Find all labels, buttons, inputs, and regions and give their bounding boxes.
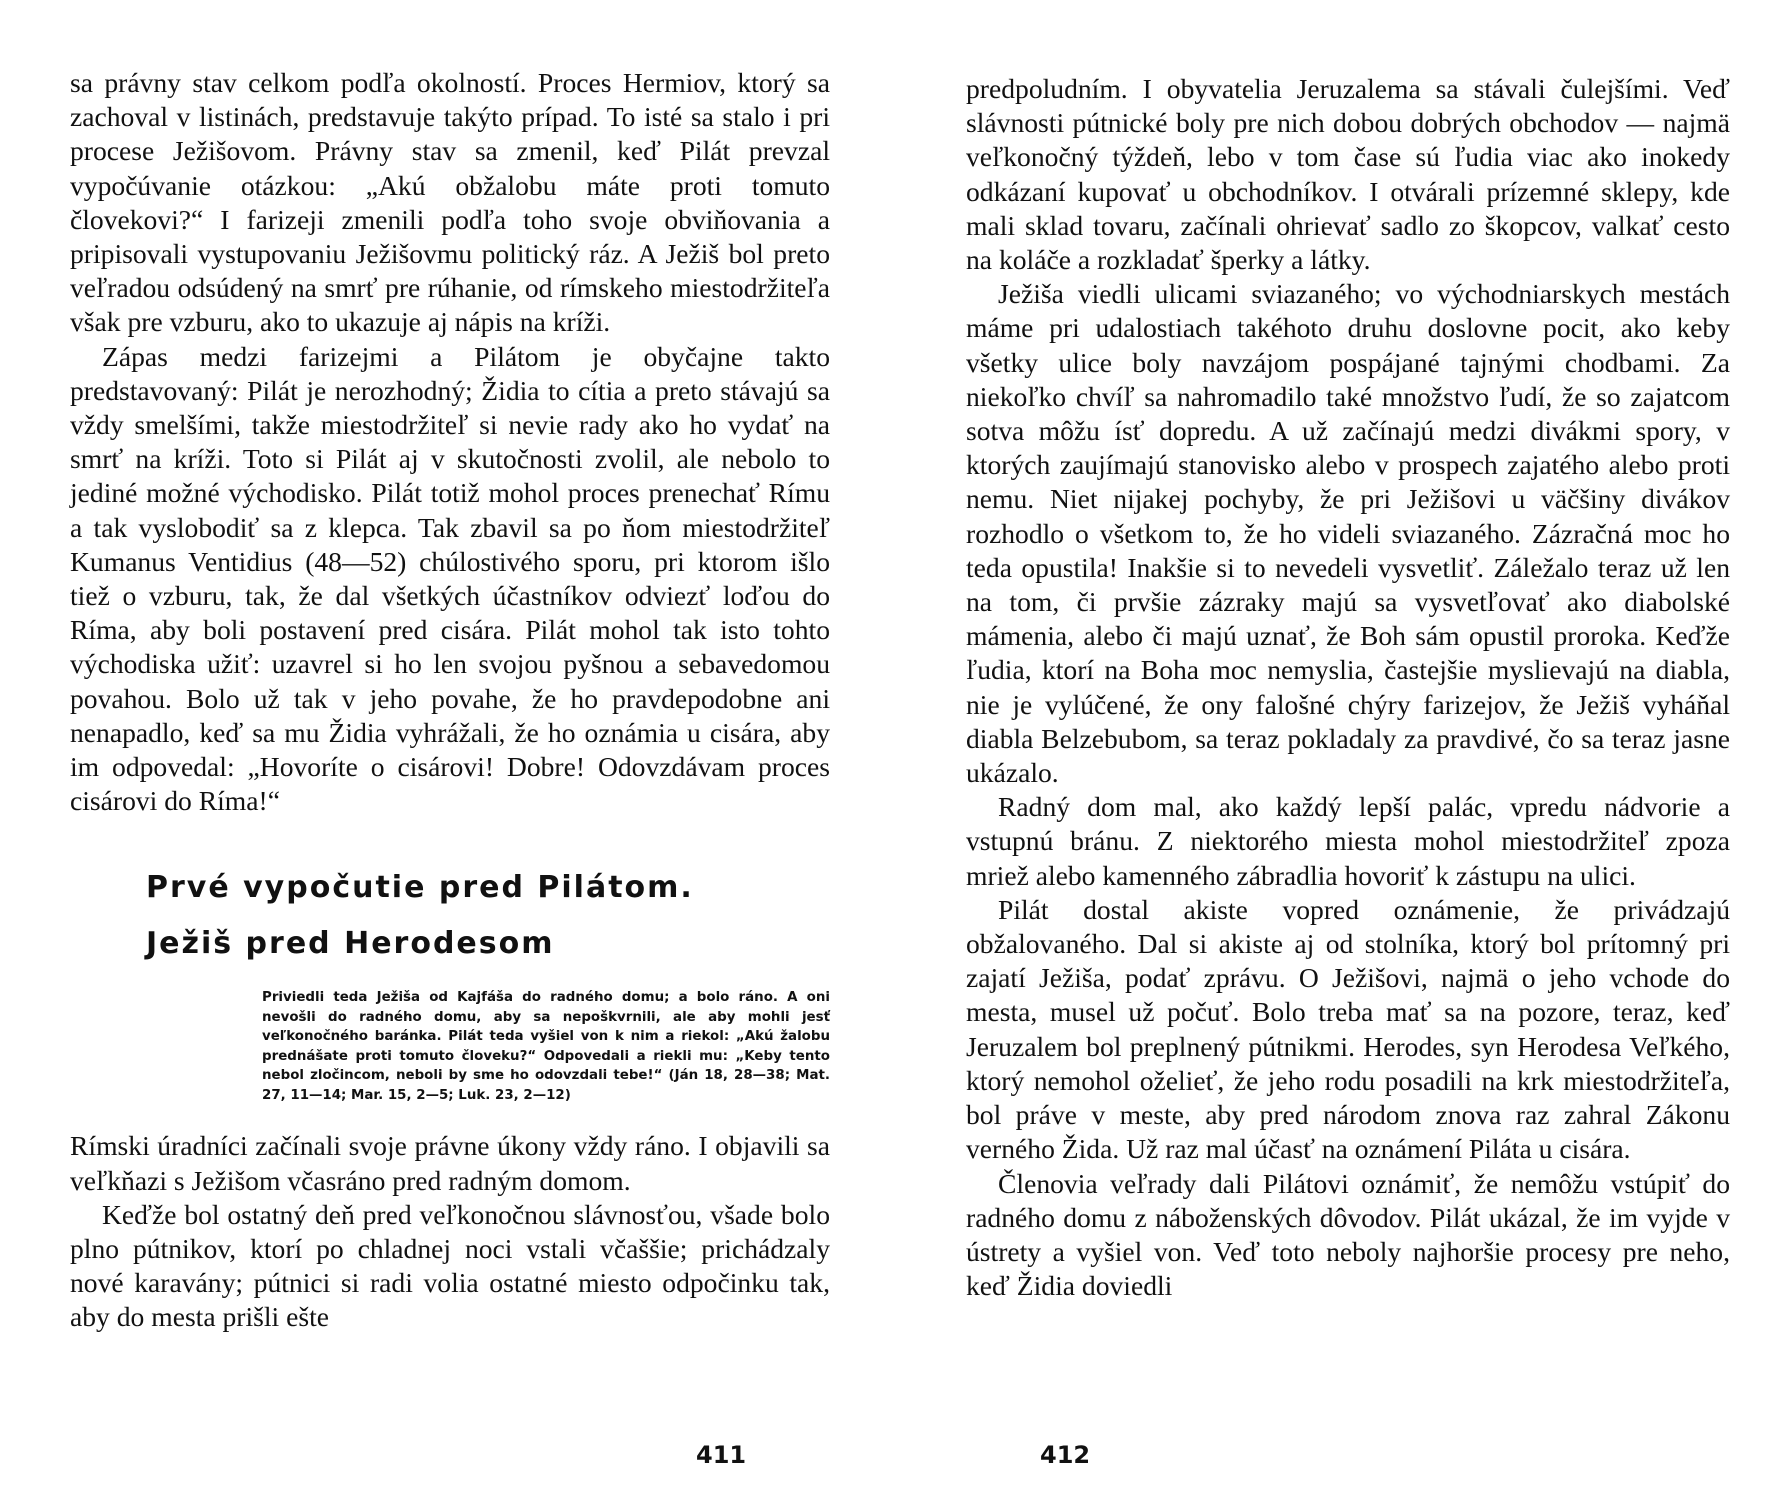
right-paragraph-3: Radný dom mal, ako každý lepší palác, vpredu nádvorie a vstupnú bránu. Z niektorého miesta mohol miestodržiteľ zpoza mriež alebo kamenného zábradlia hovoriť k zástupu na ulici.	[966, 791, 1730, 891]
chapter-heading: Prvé vypočutie pred Pilátom.	[146, 870, 694, 906]
right-paragraph-4: Pilát dostal akiste vopred oznámenie, že privádzajú obžalovaného. Dal si akiste aj od stolníka, ktorý bol prítomný pri zajatí Ježiša, podať zprávu. O Ježišovi, najmä o jeho vchode do mesta, musel už počuť. Bolo treba mať sa na pozore, teraz, keď Jeruzalem bol preplnený pútnikmi. Herodes, syn Herodesa Veľkého, ktorý nemohol oželieť, že jeho rodu posadili na krk miestodržiteľa, bol práve v meste, aby pred národom znova raz zahral Zákonu verného Žida. Už raz mal účasť na oznámení Piláta u cisára.	[966, 893, 1730, 1165]
left-paragraph-1: sa právny stav celkom podľa okolností. Proces Hermiov, ktorý sa zachoval v listinách, predstavuje takýto prípad. To isté sa stalo i pri procese Ježišovom. Právny stav sa zmenil, keď Pilát prevzal vypočúvanie otázkou: „Akú obžalobu máte proti tomuto človekovi?“ I farizeji zmenili podľa toho svoje obviňovania a pripisovali vystupovaniu Ježišovmu politický ráz. A Ježiš bol preto veľradou odsúdený na smrť pre rúhanie, od rímskeho miestodržiteľa však pre vzburu, ako to ukazuje aj nápis na kríži.	[70, 67, 830, 338]
left-page	[70, 66, 830, 1335]
left-paragraph-2: Zápas medzi farizejmi a Pilátom je obyčajne takto predstavovaný: Pilát je nerozhodný; Židia to cítia a preto stávajú sa vždy smelšími, takže miestodržiteľ si nevie rady ako ho vydať na smrť na kríži. Toto si Pilát aj v skutočnosti zvolil, ale nebolo to jediné možné východisko. Pilát totiž mohol proces prenechať Rímu a tak vyslobodiť sa z klepca. Tak zbavil sa po ňom miestodržiteľ Kumanus Ventidius (48—52) chúlostivého sporu, pri ktorom išlo tiež o vzburu, tak, že dal všetkých účastníkov odviezť loďou do Ríma, aby boli postavení pred cisára. Pilát mohol tak isto tohto východiska užiť: uzavrel si ho len svojou pyšnou a sebavedomou povahou. Bolo už tak v jeho povahe, že ho pravdepodobne ani nenapadlo, keď sa mu Židia vyhrážali, že ho oznámia u cisára, aby im odpovedal: „Hovoríte o cisárovi! Dobre! Odovzdávam proces cisárovi do Ríma!“	[70, 340, 830, 817]
right-page	[966, 72, 1730, 1303]
right-paragraph-1: predpoludním. I obyvatelia Jeruzalema sa stávali čulejšími. Veď slávnosti pútnické boly pre nich dobou dobrých obchodov — najmä veľkonočný týždeň, lebo v tom čase sú ľudia viac ako inokedy odkázaní kupovať u obchodníkov. I otvárali prízemné sklepy, kde mali sklad tovaru, začínali ohrievať sadlo zo škopcov, valkať cesto na koláče a rozkladať šperky a látky.	[966, 73, 1730, 276]
page-number-left: 411	[696, 1441, 747, 1469]
left-paragraph-4: Keďže bol ostatný deň pred veľkonočnou slávnosťou, všade bolo plno pútnikov, ktorí po chladnej noci vstali včaššie; prichádzaly nové karavány; pútnici si radi volia ostatné miesto odpočinku tak, aby do mesta prišli ešte	[70, 1198, 830, 1333]
page-number-right: 412	[1040, 1441, 1091, 1469]
right-paragraph-2: Ježiša viedli ulicami sviazaného; vo východniarskych mestách máme pri udalostiach takéhoto druhu doslovne pocit, ako keby všetky ulice boly navzájom pospájané tajnými chodbami. Za niekoľko chvíľ sa nahromadilo také množstvo ľudí, že so zajatcom sotva môžu ísť dopredu. A už začínajú medzi divákmi spory, v ktorých zaujímajú stanovisko alebo v prospech zajatého alebo proti nemu. Niet nijakej pochyby, že pri Ježišovi u väčšiny divákov rozhodlo o všetkom to, že ho videli sviazaného. Zázračná moc ho teda opustila! Inakšie si to nevedeli vysvetliť. Záležalo teraz už len na tom, či prvšie zázraky majú sa vysvetľovať ako diabolské mámenia, alebo či majú uznať, že Boh sám opustil proroka. Keďže ľudia, ktorí na Boha moc nemyslia, častejšie myslievajú na diabla, nie je vylúčené, že ony falošné chýry farizejov, že Ježiš vyháňal diabla Belzebubom, sa teraz pokladaly za pravdivé, čo sa teraz jasne ukázalo.	[966, 278, 1730, 789]
scripture-epigraph: Priviedli teda Ježiša od Kajfáša do radného domu; a bolo ráno. A oni nevošli do radného domu, aby sa nepoškvrnili, ale aby mohli jesť veľkonočného baránka. Pilát teda vyšiel von k nim a riekol: „Akú žalobu prednášate proti tomuto človeku?“ Odpovedali a riekli mu: „Keby tento nebol zločincom, neboli by sme ho odovzdali tebe!“ (Ján 18, 28—38; Mat. 27, 11—14; Mar. 15, 2—5; Luk. 23, 2—12)	[262, 990, 830, 1103]
left-paragraph-3: Rímski úradníci začínali svoje právne úkony vždy ráno. I objavili sa veľkňazi s Ježišom včasráno pred radným domom.	[70, 1130, 830, 1196]
right-paragraph-5: Členovia veľrady dali Pilátovi oznámiť, že nemôžu vstúpiť do radného domu z náboženských dôvodov. Pilát ukázal, že im vyjde v ústrety a vyšiel von. Veď toto neboly najhoršie procesy pre neho, keď Židia doviedli	[966, 1167, 1730, 1302]
chapter-subheading: Ježiš pred Herodesom	[146, 926, 555, 962]
